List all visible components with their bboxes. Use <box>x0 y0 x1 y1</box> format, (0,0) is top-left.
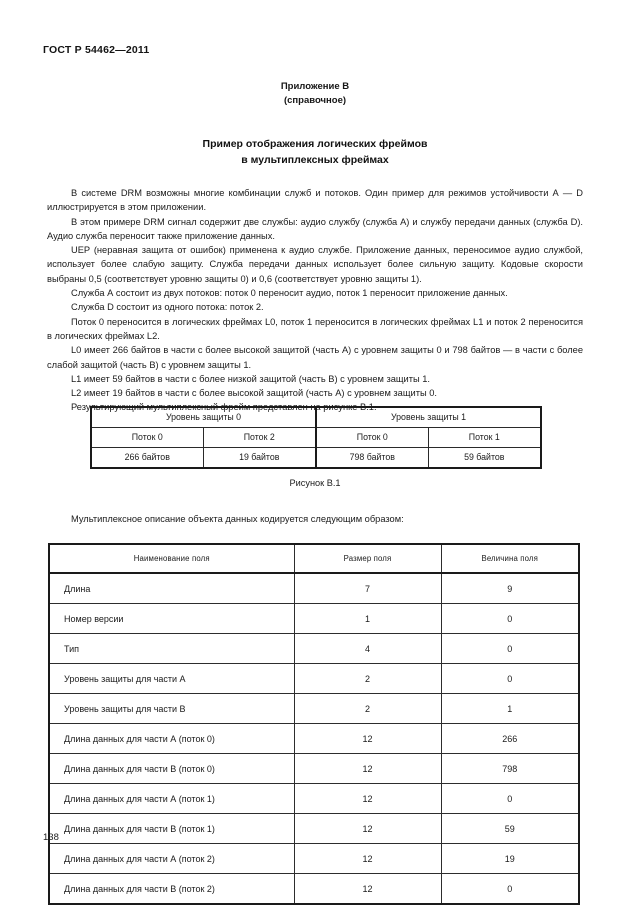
table-row <box>49 844 579 874</box>
field-value-cell: 0 <box>441 784 579 814</box>
annex-name: Приложение В <box>280 81 350 92</box>
field-size-cell: 12 <box>294 724 441 754</box>
field-size-cell: 1 <box>294 604 441 634</box>
body-text <box>47 186 583 415</box>
field-name-cell: Номер версии <box>49 604 294 634</box>
body-paragraph: Поток 0 переносится в логических фреймах L0, поток 1 переносится в логических фреймах L1 и поток 2 переносится в логических фреймах L2. <box>47 316 583 341</box>
protection-level-cell: Уровень защиты 1 <box>316 407 541 428</box>
annex-heading <box>0 80 630 107</box>
table-row <box>49 754 579 784</box>
field-size-cell: 7 <box>294 573 441 604</box>
table-row <box>91 407 541 428</box>
field-name-cell: Длина данных для части А (поток 0) <box>49 724 294 754</box>
field-value-cell: 798 <box>441 754 579 784</box>
field-size-cell: 12 <box>294 754 441 784</box>
page-title <box>0 136 630 168</box>
field-value-cell: 19 <box>441 844 579 874</box>
field-size-cell: 4 <box>294 634 441 664</box>
field-value-cell: 0 <box>441 604 579 634</box>
stream-size-cell: 19 байтов <box>203 448 316 469</box>
figure-caption: Рисунок В.1 <box>289 478 341 488</box>
document-standard-header: ГОСТ Р 54462—2011 <box>43 44 150 56</box>
table-row <box>49 694 579 724</box>
stream-cell: Поток 1 <box>428 428 541 448</box>
table-row <box>49 664 579 694</box>
field-name-cell: Длина данных для части В (поток 0) <box>49 754 294 784</box>
multiplex-description-table <box>48 543 580 905</box>
field-size-cell: 2 <box>294 694 441 724</box>
column-header-field-size: Размер поля <box>294 544 441 573</box>
field-name-cell: Уровень защиты для части В <box>49 694 294 724</box>
field-name-cell: Длина данных для части В (поток 1) <box>49 814 294 844</box>
protection-level-cell: Уровень защиты 0 <box>91 407 316 428</box>
field-name-cell: Длина <box>49 573 294 604</box>
page-title-line-2: в мультиплексных фреймах <box>241 154 389 166</box>
field-size-cell: 12 <box>294 784 441 814</box>
field-name-cell: Уровень защиты для части А <box>49 664 294 694</box>
body-paragraph: Служба D состоит из одного потока: поток 2. <box>71 302 264 313</box>
table-row <box>49 784 579 814</box>
field-name-cell: Длина данных для части А (поток 2) <box>49 844 294 874</box>
column-header-field-name: Наименование поля <box>49 544 294 573</box>
body-paragraph: В системе DRM возможны многие комбинации служб и потоков. Один пример для режимов устойчивости А — D иллюстрируется в этом приложении. <box>47 188 583 213</box>
body-paragraph: L0 имеет 266 байтов в части с более высокой защитой (часть А) с уровнем защиты 0 и 798 байтов — в части с более слабой защитой (часть В) с уровнем защиты 1. <box>47 345 583 370</box>
table-row <box>91 448 541 469</box>
field-value-cell: 0 <box>441 874 579 905</box>
field-size-cell: 2 <box>294 664 441 694</box>
body-paragraph: UEP (неравная защита от ошибок) применена к аудио службе. Приложение данных, переносимое аудио службой, использует более слабую защиту. Служба передачи данных использует более сильную защиту. Кодовые скорости выбраны 0,5 (соответствует уровню защиты 0) и 0,6 (соответствует уровню защиты 1). <box>47 245 583 284</box>
field-name-cell: Тип <box>49 634 294 664</box>
field-value-cell: 9 <box>441 573 579 604</box>
field-size-cell: 12 <box>294 814 441 844</box>
stream-cell: Поток 0 <box>91 428 203 448</box>
body-paragraph: Служба А состоит из двух потоков: поток 0 переносит аудио, поток 1 переносит приложение данных. <box>71 288 508 299</box>
field-value-cell: 266 <box>441 724 579 754</box>
annex-kind: (справочное) <box>283 94 347 106</box>
page-title-line-1: Пример отображения логических фреймов <box>202 138 428 150</box>
body-paragraph: В этом примере DRM сигнал содержит две службы: аудио службу (служба А) и службу передачи данных (служба D). Аудио служба переносит также приложение данных. <box>47 216 583 241</box>
field-size-cell: 12 <box>294 874 441 905</box>
stream-cell: Поток 2 <box>203 428 316 448</box>
table-row <box>49 874 579 905</box>
field-value-cell: 59 <box>441 814 579 844</box>
field-value-cell: 0 <box>441 634 579 664</box>
body-paragraph: L1 имеет 59 байтов в части с более низкой защитой (часть В) с уровнем защиты 1. <box>71 373 431 384</box>
body-paragraph: L2 имеет 19 байтов в части с более высокой защитой (часть А) с уровнем защиты 0. <box>71 388 437 399</box>
stream-cell: Поток 0 <box>316 428 428 448</box>
field-value-cell: 0 <box>441 664 579 694</box>
stream-size-cell: 798 байтов <box>316 448 428 469</box>
stream-size-cell: 266 байтов <box>91 448 203 469</box>
table-row <box>91 428 541 448</box>
page-number: 138 <box>43 832 59 843</box>
field-size-cell: 12 <box>294 844 441 874</box>
table-row <box>49 604 579 634</box>
field-name-cell: Длина данных для части А (поток 1) <box>49 784 294 814</box>
stream-size-cell: 59 байтов <box>428 448 541 469</box>
table-header-row <box>49 544 579 573</box>
table-row <box>49 814 579 844</box>
field-name-cell: Длина данных для части В (поток 2) <box>49 874 294 905</box>
body-paragraph: Результирующий мультиплексный фрейм представлен на рисунке В.1. <box>71 402 377 413</box>
table-row <box>49 634 579 664</box>
table-row <box>49 573 579 604</box>
figure-b1-table <box>90 406 542 469</box>
field-value-cell: 1 <box>441 694 579 724</box>
column-header-field-value: Величина поля <box>441 544 579 573</box>
table-row <box>49 724 579 754</box>
lead-in-text: Мультиплексное описание объекта данных кодируется следующим образом: <box>71 514 404 524</box>
